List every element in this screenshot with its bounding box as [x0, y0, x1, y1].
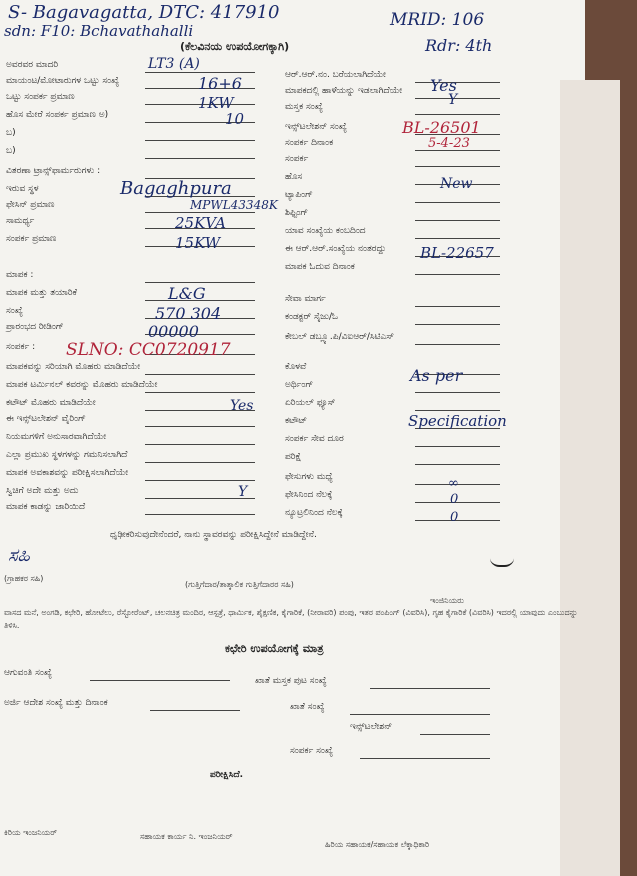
value-meter-make: L&G: [168, 284, 206, 303]
left-field-line: [145, 462, 255, 463]
left-field-line: [145, 158, 255, 159]
header-subdivision: sdn: F10: Bchavathahalli: [4, 22, 194, 40]
right-field-label: ಫೇಸುಗಳು ಮಧ್ಯೆ: [285, 472, 333, 482]
value-new-load: 10: [225, 110, 245, 128]
right-field-label: ಫೇಸಿನಿಂದ ನೆಲಕ್ಕೆ: [285, 490, 333, 500]
right-field-label: ಅರ್ಥಿಂಗ್: [285, 380, 314, 390]
right-field-line: [415, 98, 500, 99]
right-field-line: [415, 202, 500, 203]
value-meter-no: 570 304: [155, 304, 222, 323]
value-meter-serial: SLNO: CC0720917: [66, 340, 231, 360]
office-field-label: ಸಂಪರ್ಕ ಸಂಖ್ಯೆ: [290, 746, 334, 756]
left-field-label: ಅವರವರ ಮಾದರಿ: [6, 60, 59, 70]
right-field-line: [415, 324, 500, 325]
right-field-label: ಆರ್.ಆರ್.ನಂ. ಬರೆಯಲಾಗಿದೆಯೇ: [285, 70, 386, 80]
right-field-label: ಮಾಪಕದಲ್ಲಿ ಹಾಳೆಯನ್ನು ಇಡಲಾಗಿದೆಯೇ: [285, 86, 403, 96]
right-field-label: ಕಂಡಕ್ಟರ್ ಸೈಜು/ಓ: [285, 312, 339, 322]
left-field-label: ಮಾಯಂಟ/ಮೋಟಾರುಗಳ ಒಟ್ಟು ಸಂಖ್ಯೆ: [6, 76, 120, 86]
value-installation-no: BL-26501: [402, 118, 481, 137]
right-field-label: ಸಂಪರ್ಕ ದಿನಾಂಕ: [285, 138, 334, 148]
right-field-line: [415, 392, 500, 393]
left-field-line: [145, 374, 255, 375]
right-field-line: [415, 220, 500, 221]
value-connection-date: 5-4-23: [428, 136, 470, 151]
office-field-line: [370, 688, 490, 689]
value-neutral-earth: 0: [450, 510, 459, 525]
value-capacity: 25KVA: [175, 214, 226, 232]
right-field-line: [415, 114, 500, 115]
value-motor-count: 16+6: [198, 74, 242, 93]
right-field-label: ಇನ್ಸ್‌ಟಲೇಶನ್ ಸಂಖ್ಯೆ: [285, 122, 347, 132]
left-field-label: ಸ್ವಿಚಿಗೆ ಅದೇ ಮತ್ತು ಅದು: [6, 486, 79, 496]
right-field-line: [415, 166, 500, 167]
office-field-label: ಅರ್ಜಿ ಆದೇಶ ಸಂಖ್ಯೆ ಮತ್ತು ದಿನಾಂಕ: [4, 698, 108, 708]
left-field-label: ಸಾಮರ್ಥ್ಯ: [6, 216, 35, 226]
left-field-label: ಸಂಪರ್ಕ :: [6, 342, 36, 352]
value-yes-block: Yes: [230, 398, 254, 414]
right-field-label: ಸೇವಾ ಮಾರ್ಗ: [285, 294, 326, 304]
right-field-label: ಕೊಳವೆ: [285, 362, 307, 372]
value-tc-load: 15KW: [175, 234, 221, 252]
right-field-label: ಸಂಪರ್ಕ: [285, 154, 309, 164]
right-field-label: ಟ್ಯಾಪಿಂಗ್: [285, 190, 313, 200]
left-field-label: ಮಾಪಕ :: [6, 270, 34, 280]
office-field-line: [360, 758, 490, 759]
declaration-text: ಧೃಢೀಕರಿಸುವುದೇನೆಂದರೆ, ನಾನು ಸ್ಥಾವರವನ್ನು ಪರೀಕ್ಷಿಸಿದ್ದೇನೆ ಮಾಡಿದ್ದೇನೆ.: [110, 530, 317, 540]
right-field-label: ಕೇಬಲ್ ಡಬ್ಲ್ಯೂ.ಪಿ/ವಿಐಆರ್/ಸಿಟಿಎಸ್: [285, 332, 395, 342]
left-field-label: ವಿತರಣಾ ಟ್ರಾನ್ಸ್‌ಫಾರ್ಮರುಗಳು :: [6, 166, 101, 176]
value-model: LT3 (A): [148, 56, 200, 72]
right-field-label: ಈ ಆರ್.ಆರ್.ಸಂಖ್ಯೆಯ ನಂತರದ್ದು: [285, 244, 387, 254]
right-field-line: [415, 344, 500, 345]
office-field-label: ಆಗುವಂತಿ ಸಂಖ್ಯೆ: [4, 668, 52, 678]
header-reader: Rdr: 4th: [425, 36, 493, 55]
left-field-label: ಎಲ್ಲಾ ಪ್ರಮುಖ ಸ್ಥಳಗಳನ್ನು ಗಮನಿಸಲಾಗಿದೆ: [6, 450, 128, 460]
left-field-label: ಮಾಪಕ ಕಾಡನ್ನು ಜಾರಿಯಿದೆ: [6, 502, 86, 512]
right-field-line: [415, 238, 500, 239]
office-use-title: ಕಛೇರಿ ಉಪಯೋಗಕ್ಕೆ ಮಾತ್ರ: [225, 642, 324, 655]
checked-label: ಪರೀಕ್ಷಿಸಿದೆ.: [210, 770, 244, 780]
right-field-label: ಯಾವ ಸಂಖ್ಯೆಯ ಕಂಬದಿಂದ: [285, 226, 366, 236]
right-field-label: ಹೊಸ: [285, 172, 303, 182]
right-field-label: ಮಾಪಕ ಓದುವ ದಿನಾಂಕ: [285, 262, 355, 272]
left-field-line: [145, 282, 255, 283]
left-field-label: ಕಟೌಟ್ ಮೊಹರು ಮಾಡಿದೆಯೇ: [6, 398, 96, 408]
usage-note: ವಾಸದ ಮನೆ, ಅಂಗಡಿ, ಕಛೇರಿ, ಹೋಟೆಲು, ರೆಸ್ಟೋರೆಂಟ್, ಚಲನಚಿತ್ರ ಮಂದಿರ, ಆಸ್ಪತ್ರೆ, ಧಾರ್ಮಿಕ, ಶೈಕ್ಷಣಿಕ, ಕೈಗಾರಿಕೆ, (ನೀರಾವರಿ) ಪಂಪು, ಇತರ ಪಂಪಿಂಗ್ (ವಿವರಿಸಿ), ಗೃಹ ಕೈಗಾರಿಕೆ (ವಿವರಿಸಿ) ಇದರಲ್ಲಿ ಯಾವುದು ಎಂಬುದನ್ನು ತಿಳಿಸಿ.: [4, 608, 578, 630]
value-between-phases: ∞: [448, 476, 459, 491]
right-field-line: [415, 306, 500, 307]
value-phase-earth: 0: [450, 492, 459, 507]
header-location: S- Bagavagatta, DTC: 417910: [8, 2, 280, 23]
value-initial-reading: 00000: [148, 322, 199, 341]
left-field-line: [145, 480, 255, 481]
office-field-line: [350, 714, 490, 715]
left-field-line: [145, 212, 255, 213]
right-field-label: ಪರಿಕ್ಷೆ: [285, 452, 302, 462]
value-all-yes: Y: [238, 484, 248, 500]
customer-signature: ಸಹಿ: [8, 545, 30, 566]
left-field-label: ಹೊಸ ಮೇರೆ ಸಂಪರ್ಕ ಪ್ರಮಾಣ ಅ): [6, 110, 109, 120]
right-field-label: ಏರಿಯಲ್ ಫ್ಯೂಸ್: [285, 398, 336, 408]
form-title: (ಕೆಲವಿನಯ ಉಪಯೋಗಕ್ಕಾಗಿ): [180, 40, 290, 53]
office-field-label: ಖಾತೆ ಮಸ್ತಕ ಪುಟ ಸಂಖ್ಯೆ: [255, 676, 327, 686]
left-field-label: ಮಾಪಕ ಟರ್ಮಿನಲ್ ಕವರನ್ನು ಮೊಹರು ಮಾಡಿದೆಯೇ: [6, 380, 158, 390]
left-field-label: ಫೇಸಿನ್ ಪ್ರಮಾಣ: [6, 200, 55, 210]
left-field-label: ಒಟ್ಟು ಸಂಪರ್ಕ ಪ್ರಮಾಣ: [6, 92, 75, 102]
value-specification: Specification: [408, 412, 507, 430]
right-field-line: [415, 274, 500, 275]
footer-asst-exec-engineer: ಸಹಾಯಕ ಕಾರ್ಯ ನಿ. ಇಂಜನಿಯರ್: [140, 832, 233, 841]
value-book-no: Y: [448, 92, 458, 108]
customer-sign-caption: (ಗ್ರಾಹಕರ ಸಹಿ): [4, 574, 44, 583]
left-field-line: [145, 514, 255, 515]
right-field-label: ಕಟೌಟ್: [285, 416, 308, 426]
left-field-line: [145, 426, 255, 427]
office-field-label: ಖಾತೆ ಸಂಖ್ಯೆ: [290, 702, 325, 712]
office-field-line: [90, 680, 230, 681]
right-field-line: [415, 446, 500, 447]
value-new: New: [440, 176, 473, 192]
right-field-label: ಸಂಪರ್ಕ ಸೇವ ದೂರ: [285, 434, 344, 444]
left-field-label: ಇರುವ ಸ್ಥಳ: [6, 184, 39, 194]
left-field-label: ಸಂಪರ್ಕ ಪ್ರಮಾಣ: [6, 234, 57, 244]
right-field-line: [415, 464, 500, 465]
left-field-label: ಮಾಪಕವನ್ನು ಸರಿಯಾಗಿ ಮೊಹರು ಮಾಡಿದೆಯೇ: [6, 362, 141, 372]
left-field-line: [145, 72, 255, 73]
office-field-line: [420, 734, 490, 735]
background-sheet: [560, 80, 620, 876]
footer-junior-engineer: ಕಿರಿಯ ಇಂಜನಿಯರ್: [4, 828, 58, 837]
left-field-label: ಬ): [6, 146, 16, 156]
header-mrid: MRID: 106: [390, 10, 485, 30]
footer-accounts-officer: ಹಿರಿಯ ಸಹಾಯಕ/ಸಹಾಯಕ ಲೆಕ್ಕಾಧಿಕಾರಿ: [325, 840, 430, 849]
engineer-signature-mark: [490, 545, 514, 567]
value-total-load: 1KW: [198, 94, 234, 112]
left-field-line: [145, 444, 255, 445]
right-field-line: [415, 410, 500, 411]
value-rr-written: Yes: [430, 76, 457, 95]
value-location: Bagaghpura: [120, 178, 232, 199]
left-field-label: ಮಾಪಕ ಮತ್ತು ತಯಾರಿಕೆ: [6, 288, 77, 298]
left-field-line: [145, 140, 255, 141]
right-field-label: ಮಸ್ತಕ ಸಂಖ್ಯೆ: [285, 102, 323, 112]
value-after-rr: BL-22657: [420, 244, 494, 262]
office-field-line: [150, 710, 240, 711]
left-field-label: ಮಾಪಕ ಅವಕಾಶವನ್ನು ಪರೀಕ್ಷಿಸಲಾಗಿದೆಯೇ: [6, 468, 129, 478]
left-field-line: [145, 392, 255, 393]
value-as-per: As per: [410, 366, 463, 385]
value-phase: MPWL43348K: [190, 198, 278, 212]
office-field-label: ಇನ್ಸ್‌ಟಲೇಶನ್: [350, 722, 393, 732]
contractor-sign-caption: (ಗುತ್ತಿಗೆದಾರ/ತಾತ್ಕಾಲಿಕ ಗುತ್ತಿಗೆದಾರರ ಸಹಿ): [185, 580, 294, 589]
engineer-sign-caption: ಇಂಜಿನಿಯರು: [430, 596, 464, 605]
left-field-label: ಬ): [6, 128, 16, 138]
left-field-label: ಪ್ರಾರಂಭದ ರೀಡಿಂಗ್: [6, 322, 64, 332]
left-field-label: ಸಂಖ್ಯೆ: [6, 306, 23, 316]
right-field-label: ನ್ಯೂಟ್ರಲಿನಿಂದ ನೆಲಕ್ಕೆ: [285, 508, 343, 518]
left-field-label: ಈ ಇನ್ಸ್‌ಟಲೇಶನ್ ವೈರಿಂಗ್: [6, 414, 86, 424]
right-field-label: ಶಿಫ್ಟಿಂಗ್: [285, 208, 309, 218]
left-field-label: ನಿಯಮಗಳಿಗೆ ಅನುಸಾರವಾಗಿದೆಯೇ: [6, 432, 107, 442]
right-field-line: [415, 82, 500, 83]
